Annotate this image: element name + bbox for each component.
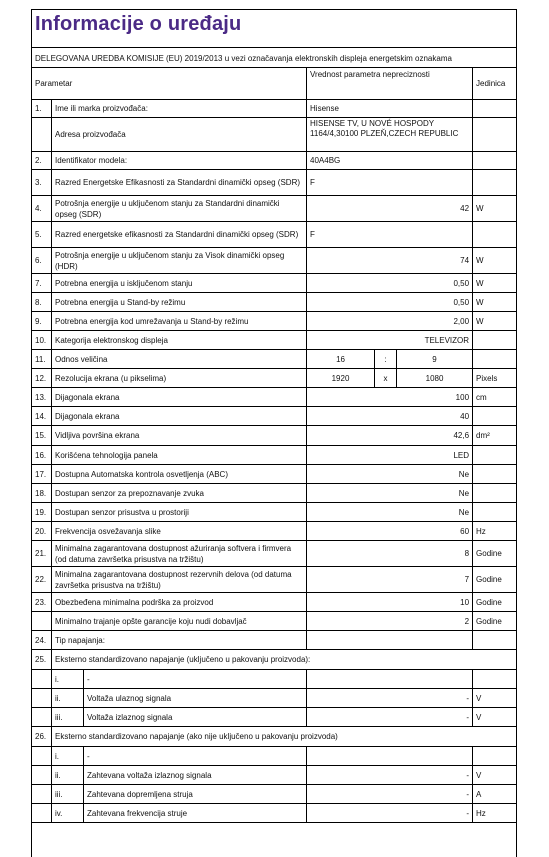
- dimension-separator: :: [375, 350, 397, 369]
- table-row: [32, 350, 518, 369]
- table-header-row: [32, 68, 518, 100]
- table-row: [32, 503, 518, 522]
- row-number: 7.: [32, 274, 52, 293]
- header-value: Vrednost parametra nepreciznosti: [307, 68, 473, 100]
- row-unit: [473, 484, 517, 503]
- row-unit: Godine: [473, 541, 517, 567]
- row-unit: Godine: [473, 567, 517, 593]
- table-row: [32, 631, 518, 650]
- row-unit: W: [473, 293, 517, 312]
- row-number: 23.: [32, 593, 52, 612]
- ext-power-not-included-subrow: [32, 766, 518, 785]
- row-number: 17.: [32, 465, 52, 484]
- subrow-label: Zahtevana dopremljena struja: [84, 785, 307, 804]
- row-value: F: [307, 170, 473, 196]
- row-label: Ime ili marka proizvođača:: [52, 100, 307, 118]
- row-unit: Hz: [473, 522, 517, 541]
- row-label: Obezbeđena minimalna podrška za proizvod: [52, 593, 307, 612]
- table-row: [32, 331, 518, 350]
- row-unit: [473, 152, 517, 170]
- indent-cell: [32, 689, 52, 708]
- ext-power-included-subrow: [32, 689, 518, 708]
- row-label: Eksterno standardizovano napajanje (ako nije uključeno u pakovanju proizvoda): [52, 727, 518, 747]
- ext-power-included-subrow: [32, 670, 518, 689]
- table-row: [32, 369, 518, 388]
- table-row: [32, 407, 518, 426]
- row-value: 40: [307, 407, 473, 426]
- row-value: 40A4BG: [307, 152, 473, 170]
- product-info-sheet: [31, 9, 517, 857]
- indent-cell: [32, 766, 52, 785]
- dimension-value-a: 16: [307, 350, 375, 369]
- subrow-number: iii.: [52, 785, 84, 804]
- row-number: 10.: [32, 331, 52, 350]
- row-label: Dostupna Automatska kontrola osvetljenja (ABC): [52, 465, 307, 484]
- row-unit: Godine: [473, 593, 517, 612]
- subrow-value: -: [307, 804, 473, 823]
- row-number: 26.: [32, 727, 52, 747]
- row-unit: [473, 407, 517, 426]
- row-number: 8.: [32, 293, 52, 312]
- row-number: 24.: [32, 631, 52, 650]
- row-unit: W: [473, 196, 517, 222]
- subrow-number: ii.: [52, 689, 84, 708]
- row-value: 74: [307, 248, 473, 274]
- row-unit: [473, 631, 517, 650]
- row-number: 6.: [32, 248, 52, 274]
- subrow-value: -: [307, 689, 473, 708]
- table-row: [32, 426, 518, 446]
- row-value: 2: [307, 612, 473, 631]
- row-value: 8: [307, 541, 473, 567]
- row-label: Vidljiva površina ekrana: [52, 426, 307, 446]
- row-number: 20.: [32, 522, 52, 541]
- indent-cell: [32, 670, 52, 689]
- table-row: [32, 118, 518, 152]
- row-label: Minimalno trajanje opšte garancije koju nudi dobavljač: [52, 612, 307, 631]
- table-row: [32, 541, 518, 567]
- subrow-unit: [473, 747, 517, 766]
- regulation-subtitle: DELEGOVANA UREDBA KOMISIJE (EU) 2019/2013 u vezi označavanja elektronskih displeja energetskim oznakama: [32, 47, 516, 68]
- row-label: Dijagonala ekrana: [52, 388, 307, 407]
- ext-power-not-included-subrow: [32, 804, 518, 823]
- row-value: 100: [307, 388, 473, 407]
- row-number: 15.: [32, 426, 52, 446]
- row-number: 5.: [32, 222, 52, 248]
- subrow-unit: V: [473, 708, 517, 727]
- row-label: Minimalna zagarantovana dostupnost rezervnih delova (od datuma završetka prisustva na tržištu): [52, 567, 307, 593]
- subrow-number: i.: [52, 747, 84, 766]
- subrow-label: Voltaža ulaznog signala: [84, 689, 307, 708]
- table-row: [32, 100, 518, 118]
- table-row: [32, 196, 518, 222]
- table-row: [32, 274, 518, 293]
- row-label: Tip napajanja:: [52, 631, 307, 650]
- row-value: Ne: [307, 465, 473, 484]
- row-label: Adresa proizvođača: [52, 118, 307, 152]
- table-row: [32, 152, 518, 170]
- row-value: Hisense: [307, 100, 473, 118]
- row-label: Rezolucija ekrana (u pikselima): [52, 369, 307, 388]
- row-unit: [473, 350, 517, 369]
- subrow-label: Voltaža izlaznog signala: [84, 708, 307, 727]
- table-row: [32, 388, 518, 407]
- row-label: Potrošnja energije u uključenom stanju za Standardni dinamički opseg (SDR): [52, 196, 307, 222]
- row-label: Korišćena tehnologija panela: [52, 446, 307, 465]
- row-value: LED: [307, 446, 473, 465]
- subrow-label: Zahtevana frekvencija struje: [84, 804, 307, 823]
- table-row: [32, 567, 518, 593]
- subrow-unit: V: [473, 766, 517, 785]
- row-label: Frekvencija osvežavanja slike: [52, 522, 307, 541]
- table-row: [32, 593, 518, 612]
- subrow-number: iii.: [52, 708, 84, 727]
- indent-cell: [32, 747, 52, 766]
- row-number: 11.: [32, 350, 52, 369]
- table-row: [32, 465, 518, 484]
- table-row: [32, 293, 518, 312]
- subrow-unit: V: [473, 689, 517, 708]
- header-parameter: Parametar: [32, 68, 307, 100]
- dimension-separator: x: [375, 369, 397, 388]
- table-row: [32, 248, 518, 274]
- row-label: Dostupan senzor prisustva u prostoriji: [52, 503, 307, 522]
- ext-power-not-included-subrow: [32, 747, 518, 766]
- row-label: Dijagonala ekrana: [52, 407, 307, 426]
- row-label: Minimalna zagarantovana dostupnost ažuriranja softvera i firmvera (od datuma završetka prisustva na tržištu): [52, 541, 307, 567]
- row-label: Razred energetske efikasnosti za Standardni dinamički opseg (SDR): [52, 222, 307, 248]
- row-value: [307, 631, 473, 650]
- subrow-value: -: [307, 708, 473, 727]
- row-unit: [473, 170, 517, 196]
- row-unit: W: [473, 248, 517, 274]
- row-value: HISENSE TV, U NOVÉ HOSPODY 1164/4,30100 PLZEŇ,CZECH REPUBLIC: [307, 118, 473, 152]
- row-number: 18.: [32, 484, 52, 503]
- row-number: 16.: [32, 446, 52, 465]
- table-row: [32, 170, 518, 196]
- row-unit: [473, 503, 517, 522]
- indent-cell: [32, 708, 52, 727]
- row-label: Eksterno standardizovano napajanje (uključeno u pakovanju proizvoda):: [52, 650, 518, 670]
- subrow-number: ii.: [52, 766, 84, 785]
- subrow-value: -: [307, 785, 473, 804]
- indent-cell: [32, 785, 52, 804]
- row-unit: W: [473, 312, 517, 331]
- subrow-label: -: [84, 747, 307, 766]
- row-label: Odnos veličina: [52, 350, 307, 369]
- page-title: Informacije o uređaju: [35, 13, 242, 35]
- table-row: [32, 446, 518, 465]
- dimension-value-b: 9: [397, 350, 473, 369]
- row-unit: W: [473, 274, 517, 293]
- table-row: [32, 522, 518, 541]
- table-row: [32, 484, 518, 503]
- row-value: Ne: [307, 503, 473, 522]
- subrow-label: Zahtevana voltaža izlaznog signala: [84, 766, 307, 785]
- row-unit: Pixels: [473, 369, 517, 388]
- row-value: F: [307, 222, 473, 248]
- table-row: [32, 222, 518, 248]
- row-value: 10: [307, 593, 473, 612]
- row-value: 7: [307, 567, 473, 593]
- ext-power-not-included-subrow: [32, 785, 518, 804]
- row-value: TELEVIZOR: [307, 331, 473, 350]
- row-value: 42,6: [307, 426, 473, 446]
- row-value: Ne: [307, 484, 473, 503]
- row-value: 42: [307, 196, 473, 222]
- subrow-number: iv.: [52, 804, 84, 823]
- row-label: Potrebna energija u isključenom stanju: [52, 274, 307, 293]
- row-unit: [473, 446, 517, 465]
- row-label: Kategorija elektronskog displeja: [52, 331, 307, 350]
- indent-cell: [32, 804, 52, 823]
- row-number: [32, 118, 52, 152]
- subrow-value: [307, 747, 473, 766]
- row-number: 3.: [32, 170, 52, 196]
- table-row: [32, 312, 518, 331]
- dimension-value-b: 1080: [397, 369, 473, 388]
- row-unit: [473, 222, 517, 248]
- row-number: [32, 612, 52, 631]
- row-number: 9.: [32, 312, 52, 331]
- row-number: 19.: [32, 503, 52, 522]
- header-unit: Jedinica: [473, 68, 517, 100]
- row-number: 13.: [32, 388, 52, 407]
- dimension-value-a: 1920: [307, 369, 375, 388]
- row-label: Potrošnja energije u uključenom stanju za Visok dinamički opseg (HDR): [52, 248, 307, 274]
- row-number: 2.: [32, 152, 52, 170]
- row-unit: [473, 100, 517, 118]
- ext-power-not-included-header-row: [32, 727, 518, 747]
- row-value: 0,50: [307, 293, 473, 312]
- subrow-unit: [473, 670, 517, 689]
- row-value: 60: [307, 522, 473, 541]
- row-unit: cm: [473, 388, 517, 407]
- row-label: Razred Energetske Efikasnosti za Standardni dinamički opseg (SDR): [52, 170, 307, 196]
- row-label: Dostupan senzor za prepoznavanje zvuka: [52, 484, 307, 503]
- ext-power-included-subrow: [32, 708, 518, 727]
- subrow-unit: A: [473, 785, 517, 804]
- row-number: 12.: [32, 369, 52, 388]
- subrow-unit: Hz: [473, 804, 517, 823]
- row-label: Potrebna energija kod umrežavanja u Stand-by režimu: [52, 312, 307, 331]
- row-number: 14.: [32, 407, 52, 426]
- row-unit: [473, 465, 517, 484]
- row-label: Identifikator modela:: [52, 152, 307, 170]
- table-row: [32, 612, 518, 631]
- row-number: 22.: [32, 567, 52, 593]
- row-value: 2,00: [307, 312, 473, 331]
- parameter-table: [31, 67, 517, 823]
- row-unit: Godine: [473, 612, 517, 631]
- row-unit: [473, 118, 517, 152]
- subrow-label: -: [84, 670, 307, 689]
- ext-power-included-header-row: [32, 650, 518, 670]
- row-number: 4.: [32, 196, 52, 222]
- row-unit: [473, 331, 517, 350]
- row-number: 25.: [32, 650, 52, 670]
- row-label: Potrebna energija u Stand-by režimu: [52, 293, 307, 312]
- row-number: 1.: [32, 100, 52, 118]
- row-value: 0,50: [307, 274, 473, 293]
- subrow-value: [307, 670, 473, 689]
- row-unit: dm²: [473, 426, 517, 446]
- row-number: 21.: [32, 541, 52, 567]
- subrow-number: i.: [52, 670, 84, 689]
- subrow-value: -: [307, 766, 473, 785]
